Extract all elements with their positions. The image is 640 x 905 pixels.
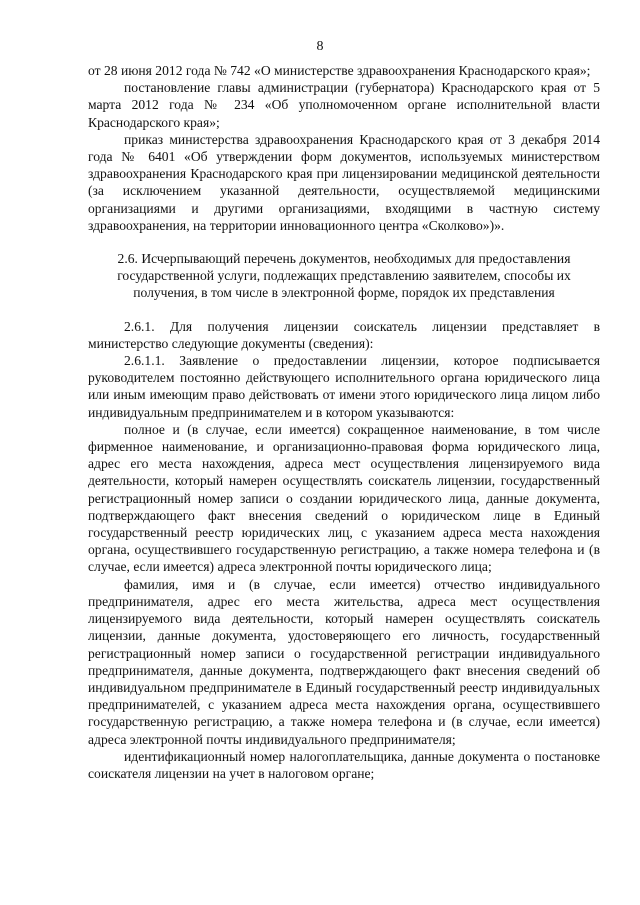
paragraph-2-6-1: 2.6.1. Для получения лицензии соискатель лицензии представляет в министерство следующие документы (сведения): [88,318,600,351]
paragraph-order-6401: приказ министерства здравоохранения Краснодарского края от 3 декабря 2014 года № 6401 «Об утверждении форм документов, используемых министерством здравоохранения Краснодарского края при лицензировании медицинской деятельности (за исключением указанной деятельности, осуществляемой медицинскими организациями и другими организациями, входящими в частную систему здравоохранения, на территории инновационного центра «Сколково»)». [88,131,600,233]
paragraph-taxpayer-id: идентификационный номер налогоплательщика, данные документа о постановке соискателя лицензии на учет в налоговом органе; [88,748,600,781]
paragraph-individual-entrepreneur: фамилия, имя и (в случае, если имеется) отчество индивидуального предпринимателя, адрес его места жительства, адреса мест осуществления лицензируемого вида деятельности, который намерен осуществлять соискатель лицензии, данные документа, удостоверяющего его личность, государственный регистрационный номер записи о государственной регистрации индивидуального предпринимателя, данные документа, подтверждающего факт внесения сведений об индивидуальном предпринимателе в Единый государственный реестр индивидуальных предпринимателей, с указанием адреса места нахождения органа, осуществившего государственную регистрацию, а также номера телефона и (в случае, если имеется) адреса электронной почты индивидуального предпринимателя; [88,576,600,747]
spacer [88,302,600,318]
paragraph-resolution-234: постановление главы администрации (губернатора) Краснодарского края от 5 марта 2012 года № 234 «Об уполномоченном органе исполнительной власти Краснодарского края»; [88,80,600,130]
paragraph-2-6-1-1: 2.6.1.1. Заявление о предоставлении лицензии, которое подписывается руководителем постоянно действующего исполнительного органа юридического лица или иным имеющим право действовать от имени этого юридического лица лицом либо индивидуальным предпринимателем и в котором указываются: [88,353,600,420]
document-body [88,62,600,782]
section-heading-2-6: 2.6. Исчерпывающий перечень документов, необходимых для предоставления государственной услуги, подлежащих представлению заявителем, способы их получения, в том числе в электронной форме, порядок их представления [117,251,571,301]
paragraph-decree-742: от 28 июня 2012 года № 742 «О министерстве здравоохранения Краснодарского края»; [88,63,591,78]
page-number: 8 [316,39,324,54]
paragraph-legal-entity: полное и (в случае, если имеется) сокращенное наименование, в том числе фирменное наименование, и организационно-правовая форма юридического лица, адрес его места нахождения, адреса мест осуществления лицензируемого вида деятельности, который намерен осуществлять соискатель лицензии, государственный регистрационный номер записи о создании юридического лица, данные документа, подтверждающего факт внесения сведений о юридическом лице в Единый государственный реестр юридических лиц, с указанием адреса места нахождения органа, осуществившего государственную регистрацию, а также номера телефона и (в случае, если имеется) адреса электронной почты юридического лица; [88,421,600,575]
spacer [88,234,600,250]
